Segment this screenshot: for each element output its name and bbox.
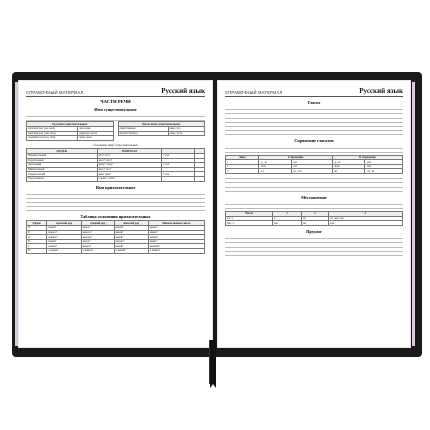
conjugation-table: Лицо I спряжение II спряжение 1 -у, -ю -ем -у, -ю -им 2 -ешь -ете -ишь -ите 3 -ет -ут, -ют -ит -ат, -ят <box>225 155 403 174</box>
left-page <box>18 80 213 348</box>
noun-text-lines <box>26 113 205 121</box>
verb-text-lines <box>225 106 403 135</box>
preposition-text-lines <box>225 235 403 256</box>
section-title-parts: ЧАСТИ РЕЧИ <box>100 99 131 104</box>
case-table: ПАДЕЖ ВОПРОСЫ Именительный кто? что? 1 скл. Родительный кого? чего? Дательный кому? чему? 2 скл. Винительный кого? что? Творительный кем? чем? 3 скл. Предложный о ком? о чём? <box>26 148 205 181</box>
subject-title: Русский язык <box>359 87 403 95</box>
pronoun-table: Число 1 2 3 Ед. ч. я ты он, она, оно Мн. ч. мы вы они <box>225 211 403 226</box>
section-title-pronoun: Местоимение <box>301 194 327 200</box>
pronoun-text-lines <box>225 201 403 209</box>
right-page-header <box>225 87 403 97</box>
section-title-conjugation: Спряжение глаголов <box>294 138 334 144</box>
section-title-noun: Имя существительное <box>94 107 137 112</box>
section-title-preposition: Предлог <box>306 228 322 234</box>
noun-tables <box>26 121 205 140</box>
reference-label: СПРАВОЧНЫЙ МАТЕРИАЛ <box>26 90 84 95</box>
conjugation-notes-lines <box>225 175 403 192</box>
conjugation-text-lines <box>225 144 403 152</box>
number-table: Число имен существительных единственное река, луч множественное реки, лучи <box>118 121 206 136</box>
right-page <box>217 80 411 348</box>
gender-table: Род имен существительных мужской род (он, мой) дом, конь женский род (она, моя) природа, мечта средний род (оно, моё) окно, поле <box>26 121 114 140</box>
bookmark-ribbon[interactable] <box>209 340 216 384</box>
adjective-declension-table: Падеж мужской род средний род женский род Множественное число И. какой? какое? какая? какие? Р. какого? какого? какой? каких? Д. какому? какому? какой? каким? В. какой? какое? какую? какие? Т. каким? каким? какой? какими? П. о каком? о каком? о какой? о каких? <box>26 220 205 253</box>
subject-title: Русский язык <box>161 87 205 95</box>
page-edge-right <box>412 82 415 346</box>
section-title-adjective: Имя прилагательное <box>95 184 136 190</box>
declension-caption: Склонение имен существительных <box>93 142 138 147</box>
adjective-text-lines <box>26 191 205 212</box>
reference-label: СПРАВОЧНЫЙ МАТЕРИАЛ <box>225 90 283 95</box>
section-title-verb: Глагол <box>307 100 321 105</box>
left-page-header <box>26 87 205 97</box>
section-title-adjective-declension: Таблица склонения прилагательных <box>80 214 151 220</box>
